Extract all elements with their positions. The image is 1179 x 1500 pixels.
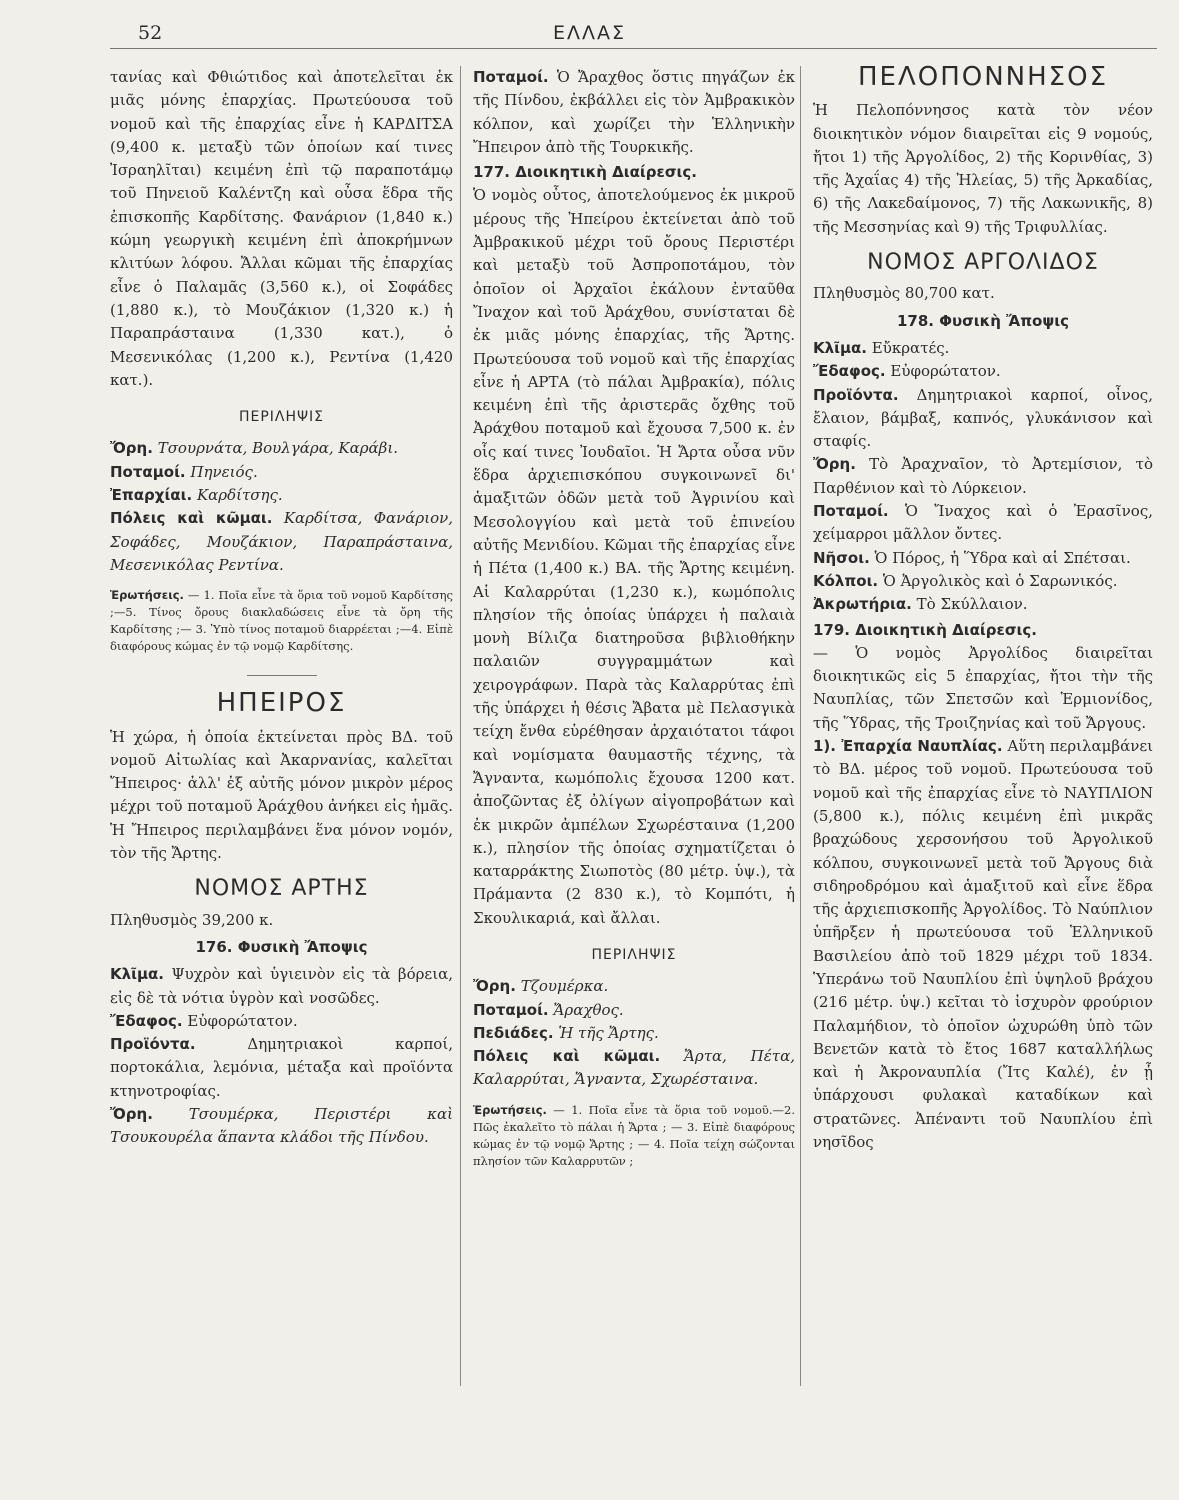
value: Ὁ Ἀργολικὸς καὶ ὁ Σαρωνικός. (882, 571, 1118, 590)
line (813, 360, 1153, 383)
paragraph: τανίας καὶ Φθιώτιδος καὶ ἀποτελεῖται ἐκ μιᾶς μόνης ἐπαρχίας. Πρωτεύουσα τοῦ νομοῦ καὶ τῆς ἐπαρχίας εἶνε ἡ ΚΑΡΔΙΤΣΑ (9,400 κ. μεταξὺ τῶν ὁποίων καί τινες Ἰσραηλῖται) κειμένη ἐπὶ τῷ παραποτάμῳ τοῦ Πηνειοῦ Καλέντζη καὶ οὖσα ἕδρα τῆς ἐπισκοπῆς Καρδίτσης. Φανάριον (1,840 κ.) κώμη γεωργικὴ κειμένη ἐπὶ ἀποκρήμνων κλιτύων λόφου. Ἄλλαι κῶμαι τῆς ἐπαρχίας εἶνε ὁ Παλαμᾶς (3,560 κ.), οἱ Σοφάδες (1,880 κ.), τὸ Μουζάκιον (1,320 κ.) ἡ Παραπράσταινα (1,330 κατ.), ὁ Μεσενικόλας (1,200 κ.), Ρεντίνα (1,420 κατ.). (110, 68, 453, 389)
section-178: 178. Φυσικὴ Ἄποψις (896, 311, 1070, 330)
value: Τσουμέρκα, Περιστέρι καὶ Τσουκουρέλα ἅπαντα κλάδοι τῆς Πίνδου. (110, 1104, 453, 1147)
region-title: ΗΠΕΙΡΟΣ (216, 688, 347, 719)
line (813, 453, 1153, 500)
line (110, 1010, 453, 1033)
section-179: 179. Διοικητικὴ Διαίρεσις. (813, 620, 1037, 639)
label: Προϊόντα. (110, 1035, 196, 1054)
value: Δημητριακοὶ καρποί, οἶνος, ἔλαιον, βάμβαξ, καπνός, γλυκάνισον καὶ σταφίς. (813, 385, 1153, 451)
label: Κλῖμα. (813, 338, 868, 357)
value: Ἄραχθος. (553, 1000, 624, 1019)
line (813, 337, 1153, 360)
label: Νῆσοι. (813, 548, 870, 567)
section-176: 176. Φυσικὴ Ἄποψις (195, 937, 368, 956)
value: Εὐφορώτατον. (187, 1011, 298, 1030)
paragraph (813, 735, 1153, 1154)
summary-line (473, 999, 795, 1022)
label: Ἐρωτήσεις. (473, 1102, 547, 1117)
value: Τὸ Σκύλλαιον. (916, 595, 1028, 614)
summary-line (110, 507, 453, 577)
nomos-title: ΝΟΜΟΣ ΑΡΤΗΣ (194, 876, 369, 902)
summary-line (473, 975, 795, 998)
value: Τζουμέρκα. (520, 977, 609, 996)
label: Κόλποι. (813, 571, 879, 590)
line (813, 593, 1153, 616)
label: Ὄρη. (110, 439, 153, 458)
line (110, 1103, 453, 1150)
value: Τσουρνάτα, Βουλγάρα, Καράβι. (157, 439, 398, 458)
label: Ὄρη. (813, 455, 856, 474)
line (813, 500, 1153, 547)
value: Ὁ Ἄραχθος ὅστις πηγάζων ἐκ τῆς Πίνδου, ἐκβάλλει εἰς τὸν Ἀμβρακικὸν κόλπον, καὶ χωρίζει τὴν Ἑλληνικὴν Ἤπειρον ἀπὸ τῆς Τουρκικῆς. (473, 68, 795, 156)
label: Ἔδαφος. (813, 362, 886, 381)
label: Ποταμοί. (473, 1000, 549, 1019)
label: Ποταμοί. (473, 68, 549, 86)
label: Πεδιάδες. (473, 1023, 554, 1042)
label: Ποταμοί. (813, 502, 889, 521)
value: Εὔκρατές. (871, 338, 950, 357)
summary-line (473, 1022, 795, 1045)
line (473, 66, 795, 159)
label: Ἔδαφος. (110, 1011, 183, 1030)
value: Τὸ Ἀραχναῖον, τὸ Ἀρτεμίσιον, τὸ Παρθένιον καὶ τὸ Λύρκειον. (813, 455, 1153, 497)
label: Ὄρη. (110, 1104, 153, 1123)
value: Καρδίτσης. (196, 486, 283, 505)
label: Πόλεις καὶ κῶμαι. (110, 509, 273, 528)
value: Δημητριακοὶ καρποί, πορτοκάλια, λεμόνια, μέταξα καὶ προϊόντα κτηνοτροφίας. (110, 1035, 453, 1100)
line (813, 570, 1153, 593)
questions (473, 1102, 795, 1170)
questions (110, 587, 453, 655)
column-2 (460, 66, 795, 1386)
header-rule (110, 48, 1157, 49)
label: Πόλεις καὶ κῶμαι. (473, 1047, 661, 1066)
label: Κλῖμα. (110, 965, 165, 984)
running-title: ΕΛΛΑΣ (552, 22, 626, 44)
summary-line (110, 437, 453, 460)
line (110, 1033, 453, 1103)
value: Καρδίτσα, Φανάριον, Σοφάδες, Μουζάκιον, Παραπράσταινα, Μεσενικόλας Ρεντίνα. (110, 509, 453, 574)
value: Ὁ Πόρος, ἡ Ὕδρα καὶ αἱ Σπέτσαι. (874, 548, 1131, 567)
value: Ἡ τῆς Ἄρτης. (558, 1023, 659, 1042)
value: Εὐφορώτατον. (890, 362, 1001, 381)
column-1 (110, 66, 453, 1150)
value: Ψυχρὸν καὶ ὑγιεινὸν εἰς τὰ βόρεια, εἰς δὲ τὰ νότια ὑγρὸν καὶ νοσῶδες. (110, 965, 453, 1007)
summary-line (473, 1045, 795, 1092)
value: Ἄρτα, Πέτα, Καλαρρύται, Ἄγναντα, Σχωρέσταινα. (473, 1047, 795, 1089)
population: Πληθυσμὸς 80,700 κατ. (813, 284, 995, 303)
summary-heading: ΠΕΡΙΛΗΨΙΣ (591, 946, 677, 963)
label: Προϊόντα. (813, 385, 899, 404)
summary-line (110, 484, 453, 507)
line (813, 547, 1153, 570)
paragraph: — Ὁ νομὸς Ἀργολίδος διαιρεῖται διοικητικῶς εἰς 5 ἐπαρχίας, ἤτοι τὴν τῆς Ναυπλίας, τῶν Σπετσῶν καὶ Ἑρμιονίδος, τῆς Ὕδρας, τῆς Τροιζηνίας καὶ τοῦ Ἄργους. (813, 643, 1153, 732)
line (813, 384, 1153, 454)
page-number: 52 (138, 22, 163, 44)
label: Ποταμοί. (110, 462, 186, 481)
label: Ἐρωτήσεις. (110, 588, 184, 603)
summary-line (110, 461, 453, 484)
value: — 1. Ποῖα εἶνε τὰ ὅρια τοῦ νομοῦ.—2. Πῶς ἐκαλεῖτο τὸ πάλαι ἡ Ἄρτα ; — 3. Εἰπὲ διαφόρους κώμας ἐν τῷ νομῷ Ἄρτης ; — 4. Ποῖα τείχη σώζονται πλησίον τῶν Καλαρρυτῶν ; (473, 1102, 796, 1168)
value: Ὁ Ἴναχος καὶ ὁ Ἐρασῖνος, χείμαρροι μᾶλλον ὄντες. (813, 502, 1153, 544)
line (110, 963, 453, 1010)
value: Πηνειός. (190, 462, 258, 481)
label: Ὄρη. (473, 977, 516, 996)
value: Αὕτη περιλαμβάνει τὸ ΒΔ. μέρος τοῦ νομοῦ. Πρωτεύουσα τοῦ νομοῦ καὶ τῆς ἐπαρχίας εἶνε τὸ ΝΑΥΠΛΙΟΝ (5,800 κ.), πόλις κειμένη ἐπὶ μικρᾶς βραχώδους χερσονήσου τοῦ Ἀργολικοῦ κόλπου, συγκοινωνεῖ μετὰ τοῦ Ἄργους διὰ σιδηροδρόμου καὶ ἁμαξιτοῦ καὶ εἶνε ἕδρα τῆς ἀρχιεπισκοπῆς Ἀργολίδος. Τὸ Ναύπλιον ὑπῆρξεν ἡ πρωτεύουσα τοῦ Ἑλληνικοῦ Βασιλείου ἀπὸ τοῦ 1829 μέχρι τοῦ 1834. Ὑπεράνω τοῦ Ναυπλίου ἐπὶ ὑψηλοῦ βράχου (216 μέτρ. ὑψ.) κεῖται τὸ ἰσχυρὸν φρούριον Παλαμήδιον, τὸ ὁποῖον ὠχυρώθη ὑπὸ τῶν Βενετῶν κατὰ τὸ ἔτος 1687 καταλλήλως καὶ ἡ Ἀκροναυπλία (Ἴτς Καλέ), ἐν ᾗ ὑπάρχουσι φυλακαὶ καταδίκων καὶ στρατῶνες. Ἀπέναντι τοῦ Ναυπλίου ἐπὶ νησῖδος (813, 737, 1153, 1152)
summary-heading: ΠΕΡΙΛΗΨΙΣ (238, 409, 325, 426)
label: Ἐπαρχίαι. (110, 486, 193, 505)
value: — 1. Ποῖα εἶνε τὰ ὅρια τοῦ νομοῦ Καρδίτσης ;—5. Τίνος ὄρους διακλαδώσεις εἶνε τὰ ὄρη τῆς Καρδίτσης ;— 3. Ὑπὸ τίνος ποταμοῦ διαρρέεται ;—4. Εἰπὲ διαφόρους κώμας ἐν τῷ νομῷ Καρδίτσης. (110, 588, 453, 654)
paragraph: Ἡ χώρα, ἡ ὁποία ἐκτείνεται πρὸς ΒΔ. τοῦ νομοῦ Αἰτωλίας καὶ Ἀκαρνανίας, καλεῖται Ἤπειρος· ἀλλ' ἐξ αὐτῆς μόνον μικρὸν μέρος μέχρι τοῦ ποταμοῦ Ἀράχθου ἀνήκει εἰς ἡμᾶς. Ἡ Ἤπειρος περιλαμβάνει ἕνα μόνον νομόν, τὸν τῆς Ἄρτης. (110, 727, 453, 863)
nomos-title: ΝΟΜΟΣ ΑΡΓΟΛΙΔΟΣ (867, 250, 1099, 276)
region-title: ΠΕΛΟΠΟΝΝΗΣΟΣ (857, 62, 1108, 92)
label: 1). Ἐπαρχία Ναυπλίας. (813, 737, 1003, 756)
paragraph: Ὁ νομὸς οὗτος, ἀποτελούμενος ἐκ μικροῦ μέρους τῆς Ἠπείρου ἐκτείνεται ἀπὸ τοῦ Ἀμβρακικοῦ μέχρι τοῦ ὄρους Περιστέρι καὶ μεταξὺ τοῦ Ἀσπροποτάμου, τὸν ὁποῖον οἱ Ἀρχαῖοι ἐκάλουν ἐνταῦθα Ἴναχον καὶ τοῦ Ἀράχθου, συνίσταται δὲ ἐκ μιᾶς μόνης ἐπαρχίας, τῆς Ἄρτης. Πρωτεύουσα τοῦ νομοῦ καὶ τῆς ἐπαρχίας εἶνε ἡ ΑΡΤΑ (τὸ πάλαι Ἀμβρακία), πόλις κειμένη ἐπὶ τῆς ἀριστερᾶς ὄχθης τοῦ Ἀράχθου ποταμοῦ καὶ ἔχουσα 7,500 κ. ἐν οἷς καί τινες Ἰουδαῖοι. Ἡ Ἄρτα οὖσα νῦν ἕδρα ἀρχιεπισκόπου συγκοινωνεῖ δι' ἁμαξιτῶν ὁδῶν μετὰ τοῦ Ἀγρινίου καὶ Μεσολογγίου καὶ μετὰ τοῦ ἐπινείου αὐτῆς Μενιδίου. Κῶμαι τῆς ἐπαρχίας εἶνε ἡ Πέτα (1,400 κ.) ΒΑ. τῆς Ἄρτης κειμένη. Αἱ Καλαρρύται (1,230 κ.), κωμόπολις πλησίον τῆς ὁποίας ὑπάρχει ἡ παλαιὰ μονὴ Βίλιζα διατηροῦσα βιβλιοθήκην παλαιῶν συγγραμμάτων καὶ χειρογράφων. Παρὰ τὰς Καλαρρύτας ἐπὶ τῆς ὑπάρχει ἡ θέσις Ἄβατα μὲ Πελασγικὰ τείχη ἔνθα εὑρέθησαν ἀρχαιότατοι τάφοι καὶ νομίσματα θαυμαστῆς τέχνης, τὰ Ἄγναντα, κωμόπολις ἔχουσα 1200 κατ. ἀποζῶντας ἐξ ὀλίγων αἰγοπροβάτων καὶ ἐκ μικρῶν ἀμπέλων Σχωρέσταινα (1,200 κ.), πλησίον τῆς ὁποίας σχηματίζεται ὁ καταρράκτης Σιωποτὸς (80 μέτρ. ὑψ.), τὰ Πράμαντα (2 830 κ.), τὸ Κομπότι, ἡ Σκουλικαριά, καὶ ἄλλαι. (473, 186, 795, 927)
population: Πληθυσμὸς 39,200 κ. (110, 910, 274, 929)
separator (247, 675, 317, 676)
label: Ἀκρωτήρια. (813, 595, 912, 614)
paragraph: Ἡ Πελοπόννησος κατὰ τὸν νέον διοικητικὸν νόμον διαιρεῖται εἰς 9 νομούς, ἤτοι 1) τῆς Ἀργολίδος, 2) τῆς Κορινθίας, 3) τῆς Ἀχαΐας 4) τῆς Ἠλείας, 5) τῆς Ἀρκαδίας, 6) τῆς Λακεδαίμονος, 7) τῆς Λακωνικῆς, 8) τῆς Μεσσηνίας καὶ 9) τῆς Τριφυλλίας. (813, 101, 1153, 236)
column-3 (800, 62, 1153, 1386)
section-177: 177. Διοικητικὴ Διαίρεσις. (473, 163, 697, 182)
